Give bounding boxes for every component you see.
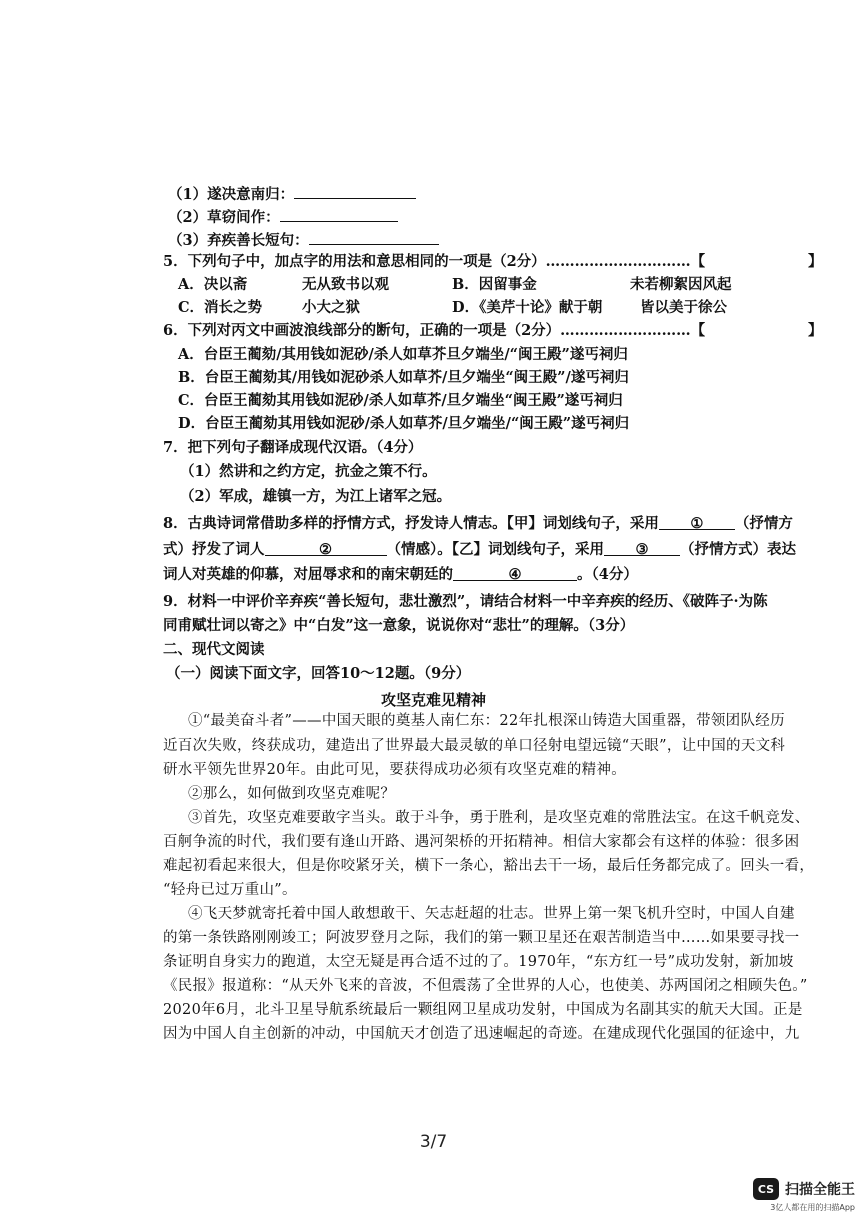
q6-stem: 6．下列对丙文中画波浪线部分的断句，正确的一项是（2分）………………………【 bbox=[163, 322, 706, 339]
q8-line-2 bbox=[163, 540, 796, 560]
q4-item-2 bbox=[168, 206, 398, 228]
app-tagline: 3亿人都在用的扫描App bbox=[770, 1203, 855, 1212]
passage-line: ③首先，攻坚克难要敢字当头。敢于斗争，勇于胜利，是攻坚克难的常胜法宝。在这千帆竞发、 bbox=[188, 810, 810, 826]
answer-blank-2 bbox=[265, 540, 387, 556]
blank-number: ② bbox=[319, 541, 332, 558]
q8-text: 式）抒发了词人 bbox=[163, 541, 265, 558]
q4-item-1-text: （1）遂决意南归： bbox=[168, 186, 295, 203]
blank-number: ① bbox=[690, 515, 704, 532]
q9-line-1: 9．材料一中评价辛弃疾“善长短句，悲壮激烈”，请结合材料一中辛弃疾的经历、《破阵子·为陈 bbox=[163, 593, 768, 610]
passage-line: 的第一条铁路刚刚竣工；阿波罗登月之际，我们的第一颗卫星还在艰苦制造当中……如果要寻找一 bbox=[163, 930, 800, 946]
q6-option-d: D．台臣王蔺劾其用钱如泥砂/杀人如草芥/旦夕端坐/“闽王殿”遂丐祠归 bbox=[178, 415, 630, 432]
scanner-watermark bbox=[753, 1178, 855, 1212]
q8-text: （抒情方式）表达 bbox=[680, 541, 796, 558]
passage-line: ④飞天梦就寄托着中国人敢想敢干、矢志赶超的壮志。世界上第一架飞机升空时，中国人自建 bbox=[188, 906, 795, 922]
passage-line: 研水平领先世界20年。由此可见，要获得成功必须有攻坚克难的精神。 bbox=[163, 762, 627, 778]
section-heading: 二、现代文阅读 bbox=[163, 641, 265, 658]
q8-text: （抒情方 bbox=[734, 515, 793, 532]
q7-sentence-2: （2）军成，雄镇一方，为江上诸军之冠。 bbox=[180, 488, 452, 505]
q5-option-b: B．因留事金 bbox=[452, 276, 537, 293]
blank-number: ④ bbox=[508, 566, 522, 583]
q4-item-2-text: （2）草窃间作： bbox=[168, 209, 280, 226]
q6-bracket-close: 】 bbox=[808, 322, 823, 339]
passage-line: 2020年6月，北斗卫星导航系统最后一颗组网卫星成功发射，中国成为名副其实的航天大国。正是 bbox=[163, 1002, 803, 1018]
q9-line-2: 同甫赋壮词以寄之》中“白发”这一意象，说说你对“悲壮”的理解。（3分） bbox=[163, 617, 635, 634]
answer-blank-3 bbox=[604, 540, 680, 556]
q8-line-1 bbox=[163, 514, 793, 534]
q5-option-a: A．决以斋 bbox=[178, 276, 248, 293]
q5-option-a-2: 无从致书以观 bbox=[302, 276, 389, 293]
answer-blank bbox=[294, 183, 416, 199]
q4-item-3-text: （3）弃疾善长短句： bbox=[168, 232, 309, 249]
passage-title: 攻坚克难见精神 bbox=[380, 691, 486, 709]
q8-text: 词人对英雄的仰慕，对屈辱求和的南宋朝廷的 bbox=[163, 566, 453, 583]
q4-item-3 bbox=[168, 229, 439, 251]
q5-bracket-close: 】 bbox=[808, 253, 823, 270]
q6-option-b: B．台臣王蔺劾其/用钱如泥砂杀人如草芥/旦夕端坐“闽王殿”/遂丐祠归 bbox=[178, 369, 629, 386]
q7-stem: 7．把下列句子翻译成现代汉语。（4分） bbox=[163, 439, 423, 456]
passage-line: 百舸争流的时代，我们要有逢山开路、遇河架桥的开拓精神。相信大家都会有这样的体验：很多困 bbox=[163, 834, 800, 850]
q5-option-d-2: 皆以美于徐公 bbox=[640, 299, 727, 316]
passage-line: ①“最美奋斗者”——中国天眼的奠基人南仁东：22年扎根深山铸造大国重器，带领团队经历 bbox=[188, 713, 785, 729]
app-name: 扫描全能王 bbox=[785, 1182, 855, 1198]
passage-line: “轻舟已过万重山”。 bbox=[163, 882, 297, 898]
q6-option-c: C．台臣王蔺劾其用钱如泥砂/杀人如草芥/旦夕端坐“闽王殿”遂丐祠归 bbox=[178, 392, 623, 409]
answer-blank-1 bbox=[659, 514, 735, 530]
section-subheading: （一）阅读下面文字，回答10～12题。（9分） bbox=[166, 665, 471, 682]
passage-line: 近百次失败，终获成功，建造出了世界最大最灵敏的单口径射电望远镜“天眼”，让中国的天文科 bbox=[163, 738, 786, 754]
camscanner-logo-icon: CS bbox=[753, 1178, 779, 1200]
answer-blank-4 bbox=[453, 565, 577, 581]
q8-text: 。（4分） bbox=[577, 566, 638, 583]
passage-line: 《民报》报道称：“从天外飞来的音波，不但震荡了全世界的人心，也使美、苏两国闭之相顾失色。” bbox=[163, 978, 808, 994]
q4-item-1 bbox=[168, 183, 416, 205]
q7-sentence-1: （1）然讲和之约方定，抗金之策不行。 bbox=[180, 463, 437, 480]
q5-option-d: D．《美芹十论》献于朝 bbox=[452, 299, 603, 316]
q8-line-3 bbox=[163, 565, 638, 585]
passage-line: ②那么，如何做到攻坚克难呢？ bbox=[188, 786, 396, 802]
answer-blank bbox=[280, 206, 398, 222]
passage-line: 因为中国人自主创新的冲动，中国航天才创造了迅速崛起的奇迹。在建成现代化强国的征途中，九 bbox=[163, 1026, 800, 1042]
q5-option-c-2: 小大之狱 bbox=[302, 299, 360, 316]
passage-line: 条证明自身实力的跑道，太空无疑是再合适不过的了。1970年，“东方红一号”成功发射，新加坡 bbox=[163, 954, 794, 970]
answer-blank bbox=[309, 229, 439, 245]
blank-number: ③ bbox=[635, 541, 649, 558]
q8-text: （情感）。【乙】词划线句子，采用 bbox=[386, 541, 604, 558]
q6-option-a: A．台臣王蔺劾/其用钱如泥砂/杀人如草芥旦夕端坐/“闽王殿”遂丐祠归 bbox=[178, 346, 628, 363]
q5-stem: 5．下列句子中，加点字的用法和意思相同的一项是（2分）…………………………【 bbox=[163, 253, 706, 270]
page-number: 3/7 bbox=[419, 1132, 448, 1152]
passage-line: 难起初看起来很大，但是你咬紧牙关，横下一条心，豁出去干一场，最后任务都完成了。回头一看， bbox=[163, 858, 815, 874]
q8-text: 8．古典诗词常借助多样的抒情方式，抒发诗人情志。【甲】词划线句子，采用 bbox=[163, 515, 659, 532]
q5-option-b-2: 未若柳絮因风起 bbox=[630, 276, 732, 293]
q5-option-c: C．消长之势 bbox=[178, 299, 263, 316]
